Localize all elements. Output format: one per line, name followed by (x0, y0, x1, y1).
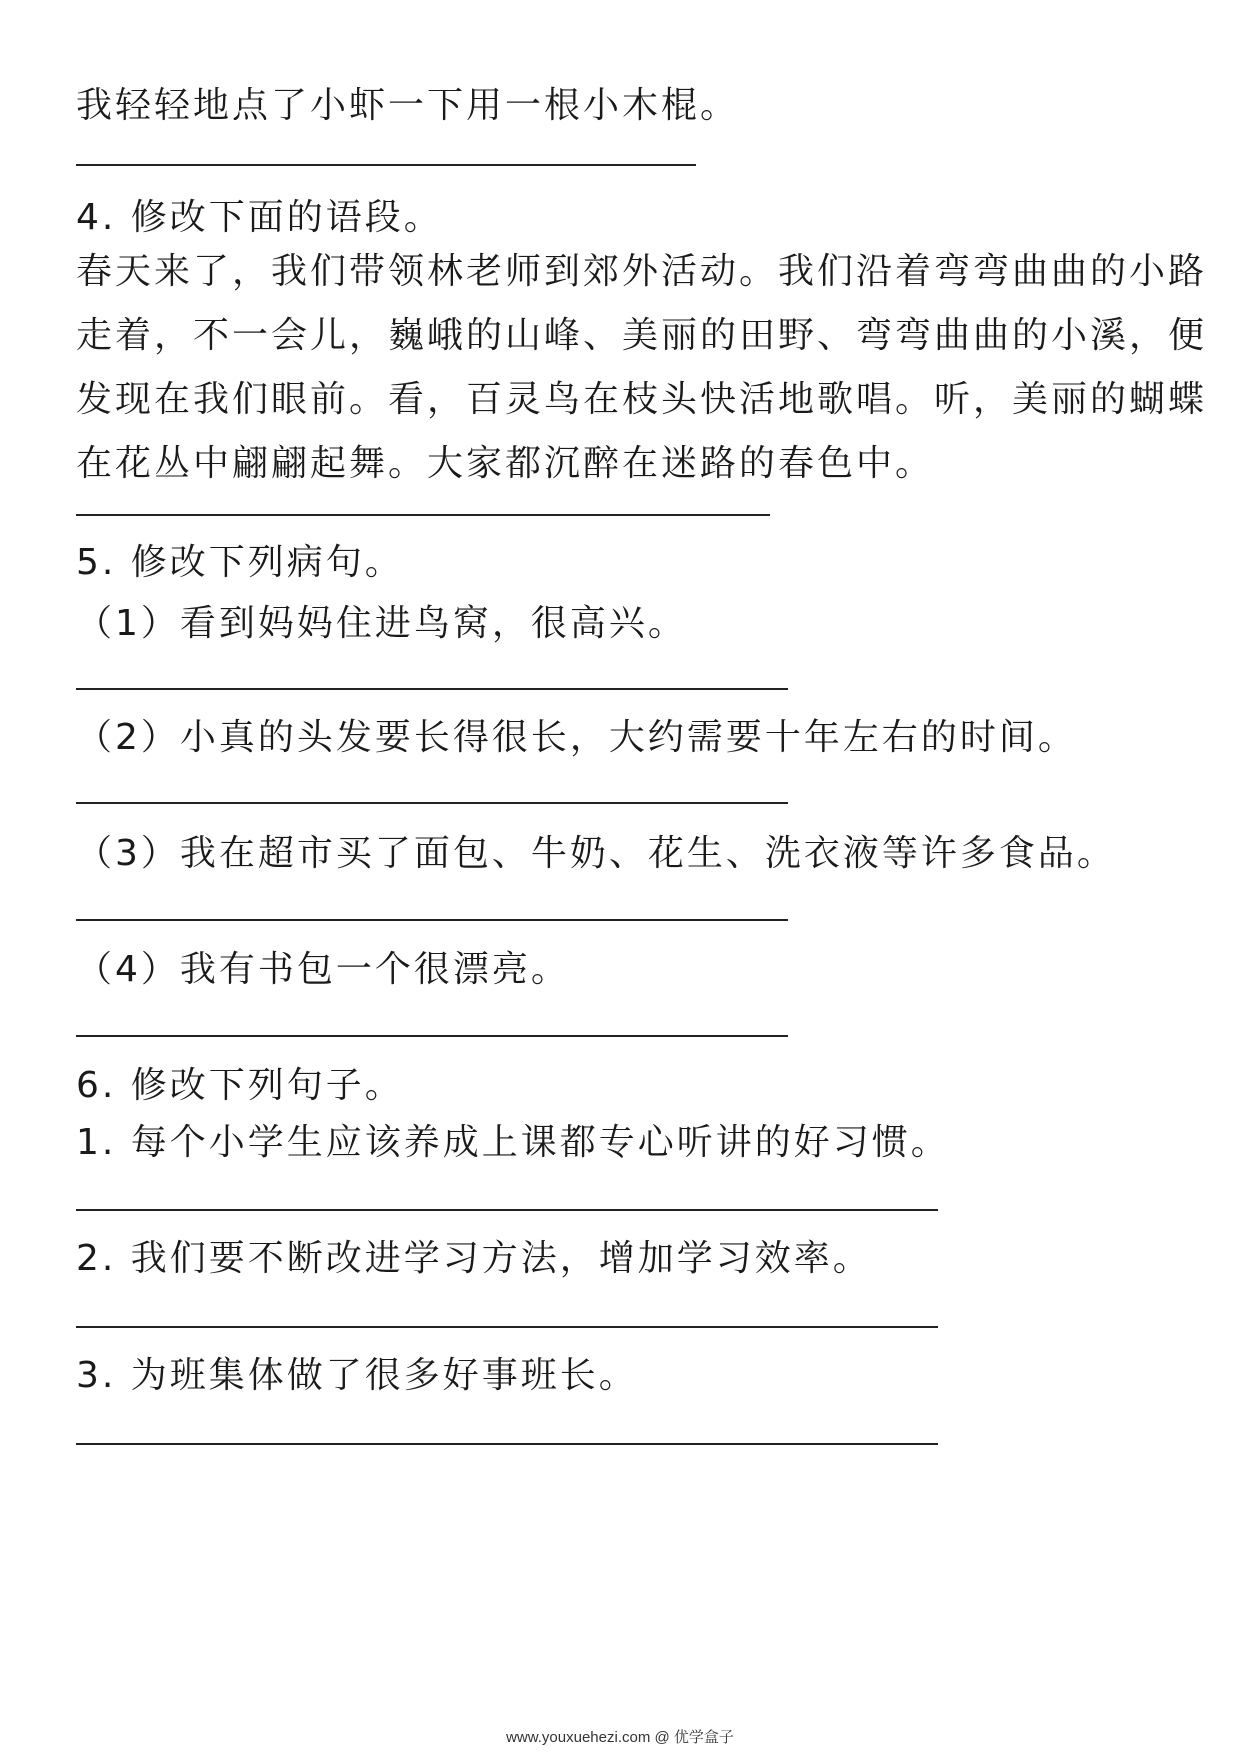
q6-item-1: 1. 每个小学生应该养成上课都专心听讲的好习惯。 (76, 1122, 950, 1163)
q4-line-4: 在花丛中翩翩起舞。大家都沉醉在迷路的春色中。 (76, 443, 935, 484)
q5-item-3: （3）我在超市买了面包、牛奶、花生、洗衣液等许多食品。 (76, 833, 1116, 874)
answer-line-q4[interactable] (76, 514, 770, 516)
answer-line-q5-4[interactable] (76, 1035, 788, 1037)
q6-item-3: 3. 为班集体做了很多好事班长。 (76, 1355, 638, 1396)
answer-line-q5-1[interactable] (76, 688, 788, 690)
q5-item-4: （4）我有书包一个很漂亮。 (76, 949, 570, 990)
q6-item-2: 2. 我们要不断改进学习方法，增加学习效率。 (76, 1238, 872, 1279)
answer-line-q6-3[interactable] (76, 1443, 938, 1445)
q5-item-2: （2）小真的头发要长得很长，大约需要十年左右的时间。 (76, 717, 1077, 758)
q4-line-3: 发现在我们眼前。看，百灵鸟在枝头快活地歌唱。听，美丽的蝴蝶 (76, 379, 1208, 420)
answer-line-q5-3[interactable] (76, 919, 788, 921)
q5-title: 5. 修改下列病句。 (76, 542, 404, 583)
q5-item-1: （1）看到妈妈住进鸟窝，很高兴。 (76, 603, 687, 644)
q3-sentence: 我轻轻地点了小虾一下用一根小木棍。 (76, 85, 740, 126)
answer-line-q3[interactable] (76, 164, 696, 166)
q4-line-2: 走着，不一会儿，巍峨的山峰、美丽的田野、弯弯曲曲的小溪，便 (76, 315, 1208, 356)
q4-title: 4. 修改下面的语段。 (76, 197, 443, 238)
footer-watermark: www.youxuehezi.com @ 优学盒子 (506, 1729, 734, 1746)
answer-line-q6-1[interactable] (76, 1209, 938, 1211)
answer-line-q5-2[interactable] (76, 802, 788, 804)
q4-paragraph (76, 240, 1208, 496)
q6-title: 6. 修改下列句子。 (76, 1065, 404, 1106)
answer-line-q6-2[interactable] (76, 1326, 938, 1328)
q4-line-1: 春天来了，我们带领林老师到郊外活动。我们沿着弯弯曲曲的小路 (76, 251, 1208, 292)
